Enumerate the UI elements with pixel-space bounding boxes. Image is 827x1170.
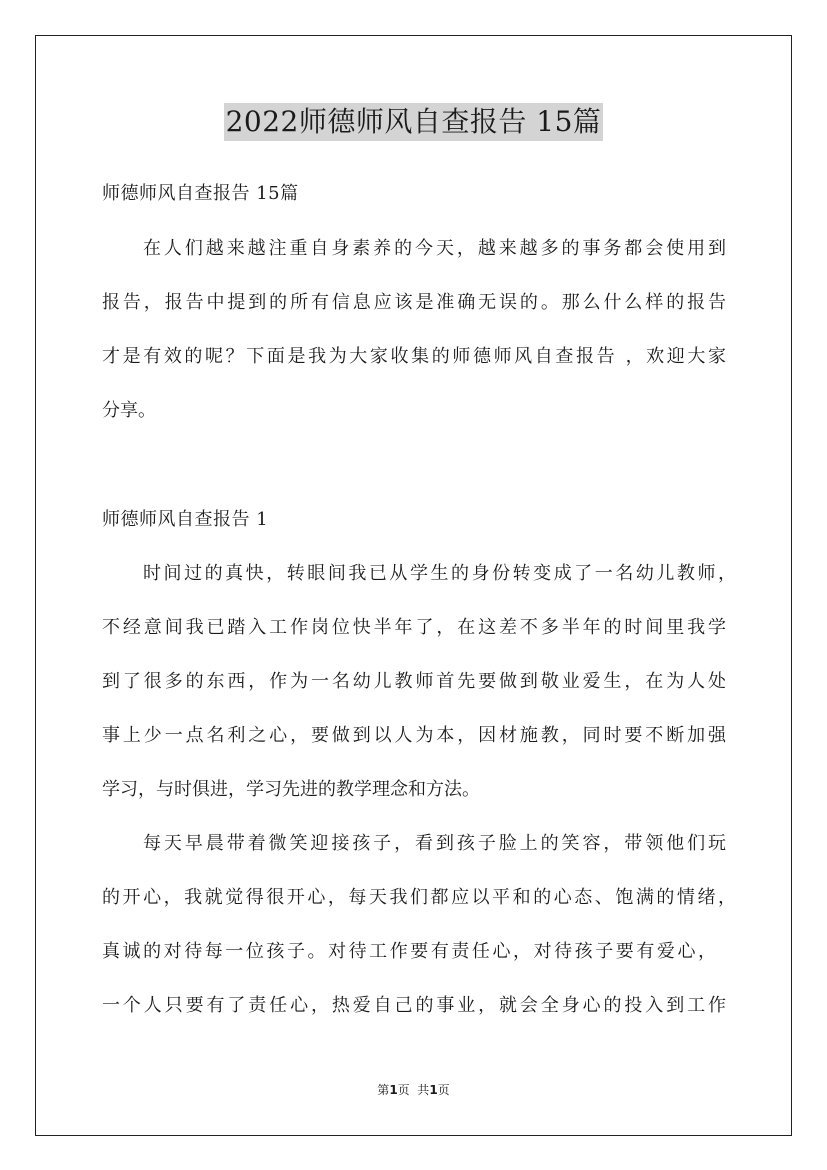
intro-line-1: 在人们越来越注重自身素养的今天，越来越多的事务都会使用到: [143, 238, 726, 259]
intro-line-4: 分享。: [102, 400, 156, 421]
page-footer: [0, 1082, 827, 1098]
footer-suffix: 页: [437, 1083, 450, 1097]
section1-p2-line-1: 每天早晨带着微笑迎接孩子，看到孩子脸上的笑容，带领他们玩: [143, 833, 726, 854]
section1-p1-line-5: 学习，与时俱进，学习先进的教学理念和方法。: [102, 779, 480, 800]
footer-page-total: 1: [429, 1083, 438, 1097]
section1-p1-line-1: 时间过的真快，转眼间我已从学生的身份转变成了一名幼儿教师，: [143, 563, 736, 584]
intro-line-3: 才是有效的呢？下面是我为大家收集的师德师风自查报告 ，欢迎大家: [102, 346, 726, 367]
section1-p2-line-2: 的开心，我就觉得很开心，每天我们都应以平和的心态、饱满的情绪，: [102, 887, 736, 908]
document-subtitle: 师德师风自查报告 15篇: [102, 183, 299, 204]
intro-line-2: 报告，报告中提到的所有信息应该是准确无误的。那么什么样的报告: [102, 292, 726, 313]
section1-p1-line-2: 不经意间我已踏入工作岗位快半年了，在这差不多半年的时间里我学: [102, 617, 726, 638]
section1-p2-line-4: 一个人只要有了责任心，热爱自己的事业，就会全身心的投入到工作: [102, 995, 726, 1016]
title-container: [0, 103, 827, 141]
section-heading-1: 师德师风自查报告 1: [102, 509, 269, 530]
section1-p2-line-3: 真诚的对待每一位孩子。对待工作要有责任心，对待孩子要有爱心，: [102, 941, 716, 962]
section1-p1-line-4: 事上少一点名利之心，要做到以人为本，因材施教，同时要不断加强: [102, 725, 726, 746]
section1-p1-line-3: 到了很多的东西，作为一名幼儿教师首先要做到敬业爱生，在为人处: [102, 671, 726, 692]
footer-prefix: 第: [377, 1083, 390, 1097]
document-title: 2022师德师风自查报告 15篇: [224, 103, 604, 141]
footer-mid: 页 共: [397, 1083, 430, 1097]
footer-page-current: 1: [389, 1083, 398, 1097]
